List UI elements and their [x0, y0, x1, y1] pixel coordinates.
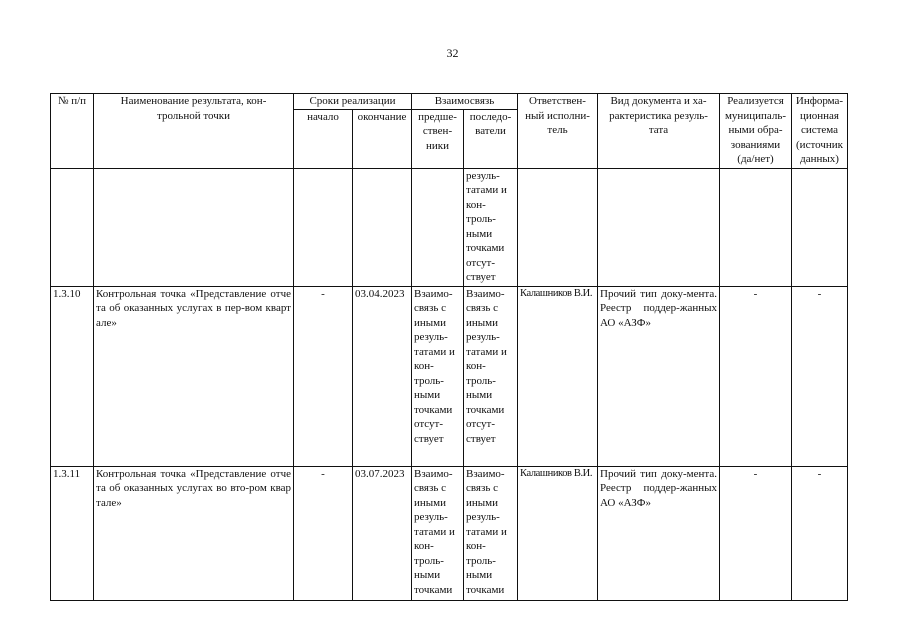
header-predecessors: предше- ствен- ники [412, 109, 464, 168]
plan-table [50, 93, 848, 601]
row-num [51, 168, 94, 286]
row-end [353, 168, 412, 286]
row-info-system: - [792, 466, 848, 600]
table-row [51, 466, 848, 600]
row-name [94, 168, 294, 286]
row-end: 03.07.2023 [353, 466, 412, 600]
header-num: № п/п [51, 94, 94, 169]
header-responsible: Ответствен- ный исполни- тель [518, 94, 598, 169]
header-end: окончание [353, 109, 412, 168]
header-relation: Взаимосвязь [412, 94, 518, 110]
header-name: Наименование результата, кон- трольной точки [94, 94, 294, 169]
row-doc-type: Прочий тип доку-мента. Реестр поддер-жанных АО «АЗФ» [598, 286, 720, 466]
header-row-1 [51, 94, 848, 110]
row-name: Контрольная точка «Представление отчета об оказанных услугах в пер-вом квартале» [94, 286, 294, 466]
row-municipal [720, 168, 792, 286]
header-municipal: Реализуется муниципаль- ными обра- зованиями (да/нет) [720, 94, 792, 169]
table-row [51, 168, 848, 286]
header-start: начало [294, 109, 353, 168]
row-info-system [792, 168, 848, 286]
row-doc-type: Прочий тип доку-мента. Реестр поддер-жанных АО «АЗФ» [598, 466, 720, 600]
row-doc-type [598, 168, 720, 286]
row-end: 03.04.2023 [353, 286, 412, 466]
header-info-system: Информа- ционная система (источник данных) [792, 94, 848, 169]
header-successors: последо- ватели [464, 109, 518, 168]
page-number: 32 [446, 46, 459, 60]
row-municipal: - [720, 286, 792, 466]
row-successors: Взаимо- связь с иными резуль- татами и кон- троль- ными точками отсут- ствует [464, 286, 518, 466]
row-start: - [294, 286, 353, 466]
row-predecessors: Взаимо- связь с иными резуль- татами и кон- троль- ными точками [412, 466, 464, 600]
row-responsible: Калашников В.И. [518, 286, 598, 466]
header-doc-type: Вид документа и ха- рактеристика резуль- тата [598, 94, 720, 169]
row-responsible: Калашников В.И. [518, 466, 598, 600]
row-info-system: - [792, 286, 848, 466]
row-num: 1.3.11 [51, 466, 94, 600]
table-row [51, 286, 848, 466]
row-predecessors: Взаимо- связь с иными резуль- татами и кон- троль- ными точками отсут- ствует [412, 286, 464, 466]
row-successors: Взаимо- связь с иными резуль- татами и кон- троль- ными точками [464, 466, 518, 600]
row-successors: резуль- татами и кон- троль- ными точками отсут- ствует [464, 168, 518, 286]
row-num: 1.3.10 [51, 286, 94, 466]
row-start [294, 168, 353, 286]
header-timing: Сроки реализации [294, 94, 412, 110]
row-responsible [518, 168, 598, 286]
row-municipal: - [720, 466, 792, 600]
row-predecessors [412, 168, 464, 286]
row-start: - [294, 466, 353, 600]
row-name: Контрольная точка «Представление отчета об оказанных услугах во вто-ром квартале» [94, 466, 294, 600]
